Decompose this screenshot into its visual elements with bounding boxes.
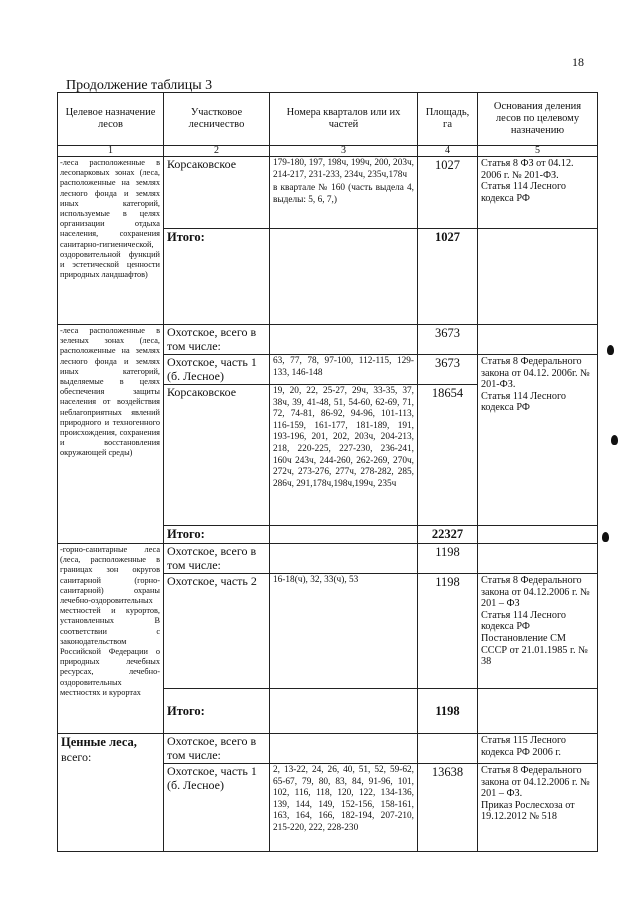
total-label: Итого:: [164, 689, 270, 734]
area-cell: 3673: [418, 355, 478, 385]
basis-item: Статья 8 ФЗ от 04.12. 2006 г. № 201-ФЗ.: [481, 158, 574, 181]
basis-item: Постановление СМ СССР от 21.01.1985 г. № 38: [481, 632, 588, 668]
basis-item: Статья 8 Федерального закона от 04.12. 2006г. № 201-ФЗ.: [481, 356, 590, 391]
area-cell: 1198: [418, 574, 478, 689]
table-caption: Продолжение таблицы 3: [66, 78, 213, 93]
page-number: 18: [572, 55, 584, 69]
header-forestry: Участковое лесничество: [164, 93, 270, 146]
scan-mark: [602, 532, 609, 542]
column-number: 4: [418, 146, 478, 157]
column-number: 1: [58, 146, 164, 157]
quarters-note: в квартале № 160 (часть выдела 4, выделы: 5, 6, 7,): [273, 183, 414, 205]
empty-cell: [270, 325, 418, 355]
quarters-cell: 2, 13-22, 24, 26, 40, 51, 52, 59-62, 65-67, 79, 80, 83, 84, 91-96, 101, 102, 116, 118, 120, 122, 134-136, 139, 144, 149, 152-156, 158-161, 163, 164, 166, 182-194, 207-210, 215-220, 222, 228-230: [270, 764, 418, 852]
basis-item: Статья 114 Лесного кодекса РФ: [481, 609, 566, 633]
table-row: [58, 734, 598, 764]
basis-item: Статья 115 Лесного кодекса РФ 2006 г.: [481, 735, 566, 758]
forestry-cell: Корсаковское: [164, 157, 270, 229]
basis-item: Статья 8 Федерального закона от 04.12.2006 г. № 201 – ФЗ.: [481, 765, 590, 800]
forestry-cell: Корсаковское: [164, 385, 270, 526]
forestry-cell: Охотское, всего в том числе:: [164, 544, 270, 574]
empty-cell: [478, 526, 598, 544]
empty-cell: [478, 325, 598, 355]
column-number: 5: [478, 146, 598, 157]
forest-purpose-table: [57, 92, 598, 852]
purpose-cell: -леса расположенные в зеленых зонах (леса, расположенные на землях лесного фонда и землях иных категорий, выделяемые в целях обеспечения защиты населения от воздействия неблагоприятных явлений природного и техногенного происхождения, сохранения и восстановления окружающей среды): [58, 325, 164, 544]
basis-cell: [478, 734, 598, 764]
empty-cell: [270, 689, 418, 734]
header-purpose: Целевое назначение лесов: [58, 93, 164, 146]
table-row: [58, 325, 598, 355]
quarters-cell: 16-18(ч), 32, 33(ч), 53: [270, 574, 418, 689]
forestry-cell: Охотское, всего в том числе:: [164, 734, 270, 764]
area-cell: 3673: [418, 325, 478, 355]
forestry-cell: Охотское, часть 2: [164, 574, 270, 689]
area-cell: 1027: [418, 157, 478, 229]
area-cell: 1198: [418, 544, 478, 574]
total-label: Итого:: [164, 526, 270, 544]
basis-cell: [478, 764, 598, 852]
quarters-list: 179-180, 197, 198ч, 199ч, 200, 203ч, 214-217, 231-233, 234ч, 235ч,178ч: [273, 158, 414, 180]
header-area: Площадь, га: [418, 93, 478, 146]
purpose-subheading: всего:: [61, 750, 92, 764]
basis-item: Статья 114 Лесного кодекса РФ: [481, 390, 566, 414]
forestry-cell: Охотское, часть 1 (б. Лесное): [164, 355, 270, 385]
column-number: 2: [164, 146, 270, 157]
empty-cell: [270, 526, 418, 544]
column-number-row: [58, 146, 598, 157]
column-number: 3: [270, 146, 418, 157]
basis-item: Статья 114 Лесного кодекса РФ: [481, 181, 566, 204]
table-row: [58, 157, 598, 229]
basis-cell: [478, 355, 598, 526]
basis-cell: [478, 574, 598, 689]
empty-cell: [270, 734, 418, 764]
quarters-cell: [270, 157, 418, 229]
empty-cell: [478, 229, 598, 325]
quarters-cell: 19, 20, 22, 25-27, 29ч, 33-35, 37, 38ч, 39, 41-48, 51, 54-60, 62-69, 71, 72, 74-81, 86-92, 94-96, 101-113, 116-159, 161-177, 181-189, 191, 193-196, 201, 202, 203ч, 204-213, 218, 220-225, 227-230, 236-241, 160ч 243ч, 244-260, 262-269, 270ч, 272ч, 273-276, 277ч, 278-282, 285, 286ч, 291,178ч,198ч,199ч, 235ч: [270, 385, 418, 526]
forestry-cell: Охотское, всего в том числе:: [164, 325, 270, 355]
purpose-cell: [58, 734, 164, 852]
table-row: [58, 544, 598, 574]
purpose-cell: -леса расположенные в лесопарковых зонах (леса, расположенные на землях лесного фонда и землях иных категорий, используемые в целях организации отдыха населения, сохранения санитарно-гигиенической, оздоровительной функций и эстетической ценности природных ландшафтов): [58, 157, 164, 325]
purpose-heading: Ценные леса,: [61, 735, 137, 749]
empty-cell: [478, 544, 598, 574]
basis-item: Приказ Рослесхоза от 19.12.2012 № 518: [481, 799, 575, 823]
empty-cell: [270, 544, 418, 574]
empty-cell: [270, 229, 418, 325]
purpose-cell: -горно-санитарные леса (леса, расположенные в границах зон округов санитарной (горно-санитарной) охраны лечебно-оздоровительных местностей и курортов, установленных В соответствии с законодательством Российской Федерации о природных лечебных ресурсах, лечебно-оздоровительных местностях и курортах: [58, 544, 164, 734]
forestry-cell: Охотское, часть 1 (б. Лесное): [164, 764, 270, 852]
basis-item: Статья 8 Федерального закона от 04.12.2006 г. № 201 – ФЗ: [481, 575, 590, 610]
area-cell: 18654: [418, 385, 478, 526]
header-quarters: Номера кварталов или их частей: [270, 93, 418, 146]
empty-cell: [418, 734, 478, 764]
empty-cell: [478, 689, 598, 734]
total-area: 1198: [418, 689, 478, 734]
area-cell: 13638: [418, 764, 478, 852]
total-label: Итого:: [164, 229, 270, 325]
header-basis: Основания деления лесов по целевому назначению: [478, 93, 598, 146]
scan-mark: [611, 435, 618, 445]
header-row: [58, 93, 598, 146]
total-area: 22327: [418, 526, 478, 544]
basis-cell: [478, 157, 598, 229]
scan-mark: [607, 345, 614, 355]
total-area: 1027: [418, 229, 478, 325]
quarters-cell: 63, 77, 78, 97-100, 112-115, 129-133, 146-148: [270, 355, 418, 385]
